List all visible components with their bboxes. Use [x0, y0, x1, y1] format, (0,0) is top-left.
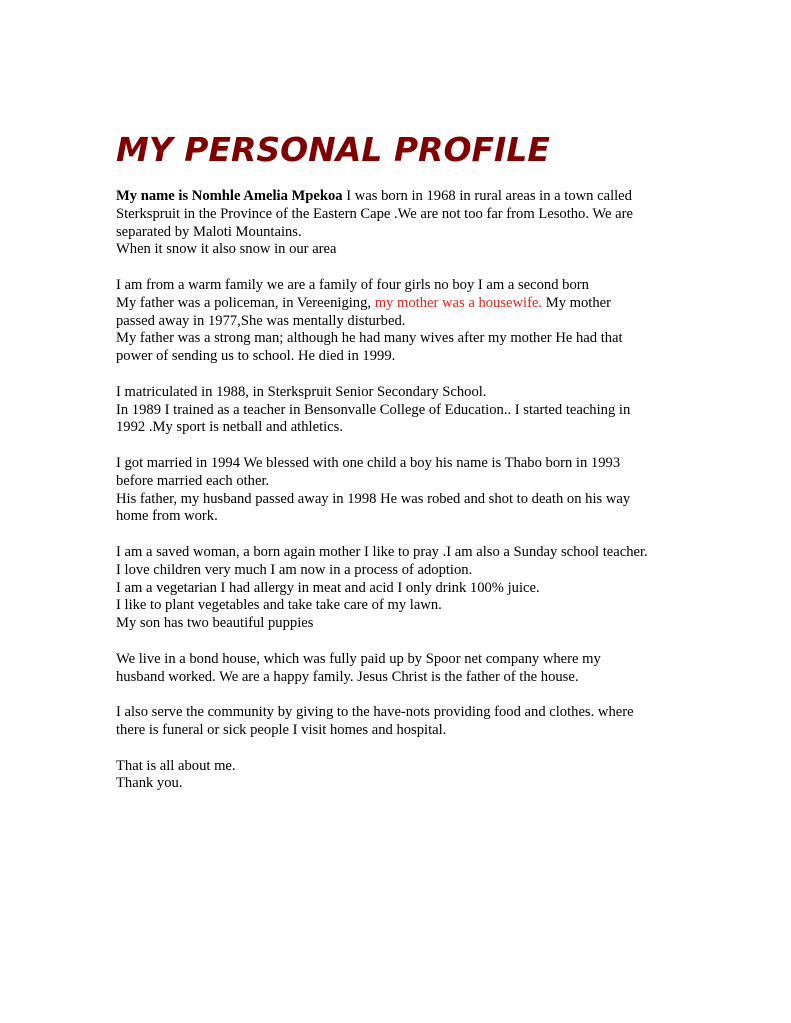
text-line: before married each other.	[116, 472, 270, 489]
text-segment: My mother	[542, 294, 612, 311]
page-title: MY PERSONAL PROFILE	[116, 130, 550, 169]
text-line: We live in a bond house, which was fully paid up by Spoor net company where my	[116, 650, 601, 667]
paragraph-home	[116, 651, 686, 687]
paragraph-introduction	[116, 188, 686, 259]
text-line: My son has two beautiful puppies	[116, 615, 314, 632]
text-line	[116, 295, 686, 313]
text-line: I am a vegetarian I had allergy in meat and acid I only drink 100% juice.	[116, 579, 540, 596]
text-line	[116, 188, 686, 206]
paragraph-family	[116, 277, 686, 366]
text-line: Sterkspruit in the Province of the Eastern Cape .We are not too far from Lesotho. We are	[116, 205, 633, 222]
document-content	[116, 129, 686, 811]
highlighted-text: my mother was a housewife.	[374, 294, 543, 311]
text-segment: My father was a policeman, in Vereeniging,	[116, 294, 375, 311]
paragraph-closing	[116, 758, 686, 794]
text-line: passed away in 1977,She was mentally disturbed.	[116, 312, 406, 329]
text-line: 1992 .My sport is netball and athletics.	[116, 419, 343, 436]
text-line: I am a saved woman, a born again mother I like to pray .I am also a Sunday school teacher.	[116, 543, 648, 560]
text-line: Thank you.	[116, 775, 183, 792]
text-line: I like to plant vegetables and take take care of my lawn.	[116, 597, 442, 614]
document-body	[116, 188, 686, 793]
text-line: I matriculated in 1988, in Sterkspruit Senior Secondary School.	[116, 383, 487, 400]
text-line: That is all about me.	[116, 757, 236, 774]
paragraph-personal-life	[116, 544, 686, 633]
text-line: I love children very much I am now in a process of adoption.	[116, 561, 473, 578]
text-line: In 1989 I trained as a teacher in Bensonvalle College of Education.. I started teaching in	[116, 401, 631, 418]
text-line: home from work.	[116, 508, 218, 525]
text-line: My father was a strong man; although he had many wives after my mother He had that	[116, 330, 623, 347]
paragraph-marriage	[116, 455, 686, 526]
text-line: separated by Maloti Mountains.	[116, 223, 302, 240]
text-line: When it snow it also snow in our area	[116, 241, 337, 258]
text-line: power of sending us to school. He died in 1999.	[116, 348, 396, 365]
text-line: there is funeral or sick people I visit homes and hospital.	[116, 721, 447, 738]
paragraph-community	[116, 704, 686, 740]
text-line: I got married in 1994 We blessed with one child a boy his name is Thabo born in 1993	[116, 454, 621, 471]
name-intro-bold: My name is Nomhle Amelia Mpekoa	[116, 188, 343, 204]
text-segment: I was born in 1968 in rural areas in a town called	[342, 188, 632, 204]
text-line: I also serve the community by giving to the have-nots providing food and clothes. where	[116, 704, 634, 721]
text-line: husband worked. We are a happy family. Jesus Christ is the father of the house.	[116, 668, 579, 685]
paragraph-education	[116, 384, 686, 437]
text-line: His father, my husband passed away in 1998 He was robed and shot to death on his way	[116, 490, 631, 507]
text-line: I am from a warm family we are a family of four girls no boy I am a second born	[116, 276, 589, 293]
